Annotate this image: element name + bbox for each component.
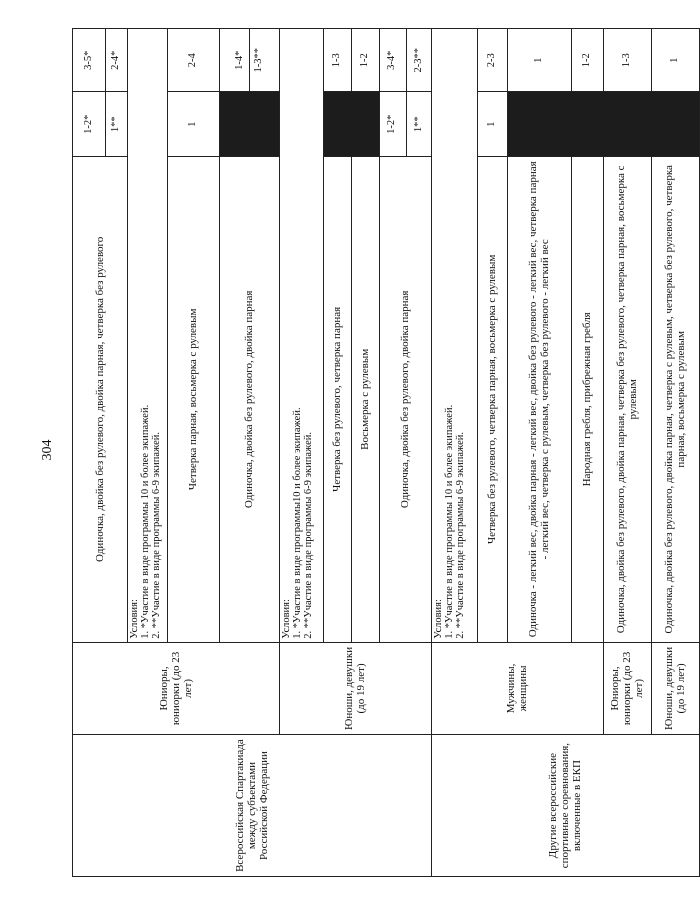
conditions-line: 2. **Участие в виде программы 6-9 экипажей. (302, 431, 314, 639)
conditions-line: 2. **Участие в виде программы 6-9 экипажей. (150, 431, 162, 639)
ranking-table (71, 28, 700, 877)
conditions-title: Условия: (280, 599, 292, 639)
value-text: 1** (406, 92, 425, 155)
age-cell: Мужчины, женщины (431, 642, 603, 734)
discipline-cell: Одиночка, двойка без рулевого, двойка парная, четверка без рулевого (72, 156, 127, 642)
value-cell: 1-3 (603, 29, 651, 92)
conditions-cell (127, 29, 167, 643)
value-text: 2-3** (406, 29, 425, 91)
value-cell (379, 92, 431, 156)
competition-cell: Всероссийская Спартакиада между субъектами Российской Федерации (72, 735, 431, 877)
discipline-cell: Народная гребля, прибрежная гребля (571, 156, 603, 642)
value-cell: 3-5* (72, 29, 105, 92)
value-cell: 2-4* (105, 29, 127, 92)
value-text: 1-3** (249, 29, 265, 91)
discipline-cell: Одиночка, двойка без рулевого, двойка парная, четверка без рулевого, четверка парная, восьмерка с рулевым (603, 156, 651, 642)
value-cell: 1-2* (72, 92, 105, 156)
age-cell: Юниоры, юниорки (до 23 лет) (603, 642, 651, 734)
conditions-line: 2. **Участие в виде программы 6-9 экипажей. (454, 431, 466, 639)
conditions-title: Условия: (432, 599, 444, 639)
discipline-cell: Четверка без рулевого, четверка парная, восьмерка с рулевым (477, 156, 507, 642)
age-cell: Юноши, девушки (до 19 лет) (279, 642, 431, 734)
value-cell: 1 (651, 29, 699, 92)
value-cell (379, 29, 431, 92)
discipline-cell: Одиночка, двойка без рулевого, двойка парная (379, 156, 431, 642)
shaded-cell (219, 92, 279, 156)
table-row (72, 29, 105, 877)
discipline-cell: Одиночка, двойка без рулевого, двойка парная, четверка с рулевым, четверка без рулевого, четверка парная, восьмерка с рулевым (651, 156, 699, 642)
conditions-title: Условия: (128, 599, 140, 639)
conditions-line: 1. *Участие в виде программы10 и более экипажей. (291, 407, 303, 639)
discipline-cell: Четверка парная, восьмерка с рулевым (167, 156, 219, 642)
value-cell: 1 (167, 92, 219, 156)
value-cell: 1 (477, 92, 507, 156)
value-cell: 2-3 (477, 29, 507, 92)
conditions-line: 1. *Участие в виде программы 10 и более экипажей. (443, 404, 455, 639)
value-cell: 2-4 (167, 29, 219, 92)
value-text: 3-4* (385, 50, 397, 70)
conditions-line: 1. *Участие в виде программы 10 и более экипажей. (139, 404, 151, 639)
conditions-cell (279, 29, 323, 643)
shaded-cell (507, 92, 699, 156)
competition-cell: Другие всероссийские спортивные соревнования, включенные в ЕКП (431, 735, 699, 877)
discipline-cell: Восьмерка с рулевым (351, 156, 379, 642)
value-text: 1-2* (385, 114, 397, 134)
shaded-cell (323, 92, 379, 156)
page-number: 304 (40, 439, 55, 461)
age-cell: Юноши, девушки (до 19 лет) (651, 642, 699, 734)
value-cell: 1-2 (351, 29, 379, 92)
table-row (431, 29, 477, 877)
discipline-cell: Одиночка - легкий вес, двойка парная - легкий вес, двойка без рулевого - легкий вес, четверка парная - легкий вес, четверка с рулевым, четверка без рулевого - легкий вес (507, 156, 571, 642)
discipline-cell: Четверка без рулевого, четверка парная (323, 156, 351, 642)
conditions-cell (431, 29, 477, 643)
value-cell (219, 29, 279, 92)
discipline-cell: Одиночка, двойка без рулевого, двойка парная (219, 156, 279, 642)
value-text: 1-4* (233, 50, 245, 70)
age-cell: Юниоры, юниорки (до 23 лет) (72, 642, 279, 734)
rotated-table-page (71, 28, 687, 877)
value-cell: 1** (105, 92, 127, 156)
value-cell: 1-2 (571, 29, 603, 92)
value-cell: 1-3 (323, 29, 351, 92)
value-cell: 1 (507, 29, 571, 92)
